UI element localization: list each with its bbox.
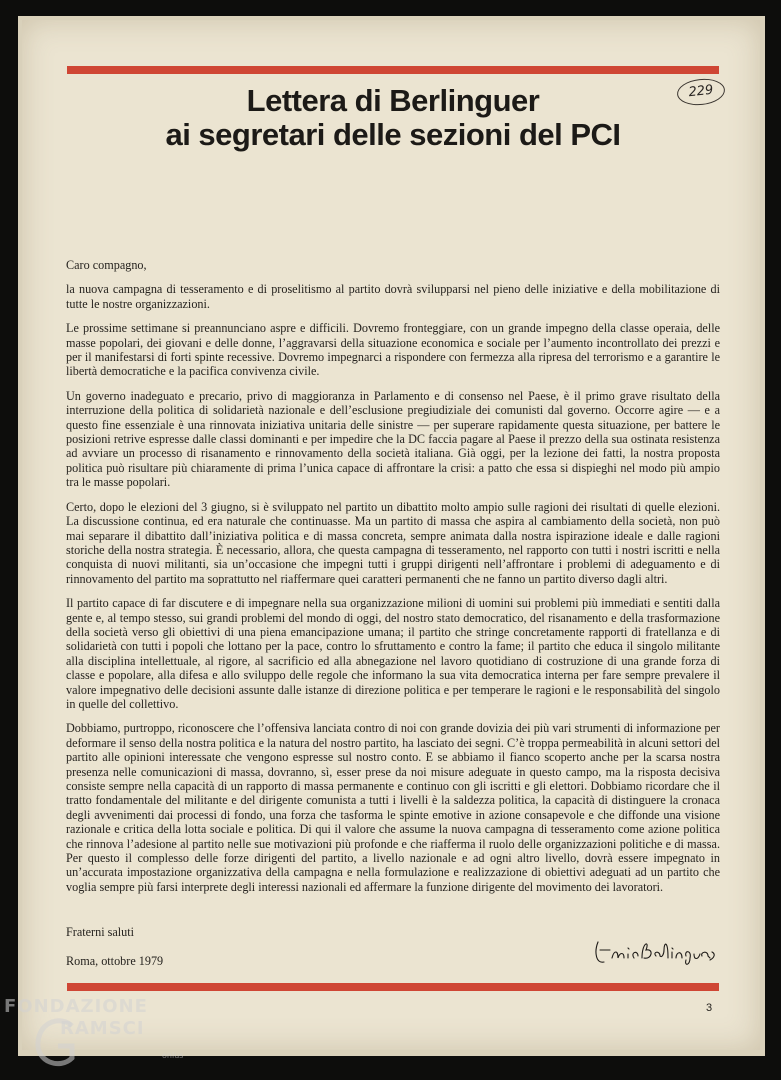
- paragraph: Il partito capace di far discutere e di impegnare nella sua organizzazione milioni di uomini sui problemi più immediati e sentiti dalla gente e, al tempo stesso, sui grandi problemi del mondo di oggi, del nostro stato democratico, del risanamento e della trasformazione della società verso gli obiettivi di una piena emancipazione umana; il partito che stringe concretamente rapporti di fratellanza e di solidarietà con tutti i popoli che lottano per la pace, contro lo sfruttamento e contro la fame; il partito che educa il singolo militante alla disciplina intellettuale, al rigore, al sacrificio ed alla abnegazione nel lavoro quotidiano di costruzione di una grande forza di classe e popolare, alla difesa e allo sviluppo delle regole che informano la sua vita democratica interna per fare sempre prevalere il valore impegnativo delle decisioni assunte dalle istanze di direzione politica e per temperare le ragioni e le responsabilità del singolo in quelle del collettivo.: [66, 596, 720, 711]
- archive-number-stamp: 229: [676, 77, 726, 108]
- paragraph: Dobbiamo, purtroppo, riconoscere che l’offensiva lanciata contro di noi con grande dovizia dei più vari strumenti di informazione per deformare il senso della nostra politica e la natura del nostro partito, ha lasciato dei segni. C’è troppa permeabilità in alcuni settori del partito alle opinioni interessate che vengono espresse sul nostro conto. E se abbiamo il fianco scoperto anche per la scarsa nostra presenza nelle comunicazioni di massa, dovranno, sì, esser prese da noi misure adeguate in questo campo, ma la risposta decisiva consiste sempre nella capacità di un rapporto di massa permanente e continuo con gli iscritti e gli elettori. Dobbiamo ricordare che il tratto fondamentale del militante e del dirigente comunista a tutti i livelli è la saldezza politica, la capacità di distinguere la cronaca degli avvenimenti dai processi di fondo, una forza che tasforma le spinte emotive in azione consapevole e che diffonde una visione razionale e critica della lotta sociale e politica. Di qui il valore che assume la nuova campagna di tesseramento come azione politica che rinnova l’adesione al partito nelle sue motivazioni più profonde e che riafferma il ruolo delle organizzazioni politiche e di massa. Per questo il complesso delle forze dirigenti del partito, a livello nazionale e ad ogni altro livello, dovrà essere impegnato in un’accurata impostazione organizzativa della campagna e nella formulazione e realizzazione di obiettivi adeguati ad un partito che voglia sempre più farsi interprete degli interessi nazionali ed affermare la funzione dirigente del movimento dei lavoratori.: [66, 721, 720, 894]
- top-red-rule: [67, 66, 719, 74]
- watermark-line-1: FONDAZIONE: [4, 996, 148, 1017]
- salutation: Caro compagno,: [66, 258, 147, 272]
- signature: [590, 932, 720, 972]
- paragraph: la nuova campagna di tesseramento e di proselitismo al partito dovrà svilupparsi nel pieno delle iniziative e della mobilitazione di tutte le nostre organizzazioni.: [66, 282, 720, 311]
- watermark-line-3: onlus: [162, 1051, 184, 1060]
- title-line-2: ai segretari delle sezioni del PCI: [165, 117, 621, 152]
- letter-body: [66, 258, 720, 904]
- bottom-red-rule: [67, 983, 719, 991]
- closing-greeting: Fraterni saluti: [66, 925, 135, 939]
- paragraph: Le prossime settimane si preannunciano aspre e difficili. Dovremo fronteggiare, con un grande impegno della classe operaia, delle masse popolari, dei giovani e delle donne, l’aggravarsi della situazione economica e sociale per l’aumento incontrollato dei prezzi e per il manifestarsi di forti spinte recessive. Dovremo impegnarci a rispondere con fermezza alla ripresa del terrorismo e a garantire le libertà democratiche e la pacifica convivenza civile.: [66, 321, 720, 379]
- document-title: [67, 84, 719, 152]
- page-number: 3: [706, 1002, 713, 1014]
- place-date: Roma, ottobre 1979: [66, 954, 164, 968]
- watermark-logo: [4, 996, 204, 1076]
- watermark-line-2: RAMSCI: [60, 1018, 145, 1039]
- paragraph: Un governo inadeguato e precario, privo di maggioranza in Parlamento e di consenso nel Paese, è il primo grave risultato della interruzione della politica di solidarietà nazionale e dell’esclusione pregiudiziale dei comunisti dal governo. Occorre agire — e a questo fine essenziale è una rinnovata iniziativa unitaria delle sinistre — per superare rapidamente questa situazione, per battere le posizioni retrive espresse dalle classi dominanti e per impedire che la DC faccia pagare al Paese il prezzo della sua ostinata resistenza ad avviare un processo di risanamento e rinnovamento della società italiana. Già oggi, per la lezione dei fatti, la nostra proposta politica può risultare più chiaramente di prima l’unica capace di affrontare la crisi: a patto che essa si dispieghi nel modo più ampio tra le masse popolari.: [66, 388, 720, 490]
- title-line-1: Lettera di Berlinguer: [246, 83, 540, 118]
- paragraph: Certo, dopo le elezioni del 3 giugno, si è sviluppato nel partito un dibattito molto ampio sulle ragioni dei risultati di quelle elezioni. La discussione continua, ed era naturale che continuasse. Ma un partito di massa che aspira al cambiamento della società, non può mai separare il dibattito dall’iniziativa politica e di massa concreta, sempre animata dalla nostra ispirazione ideale e dalle ragioni storiche della nostra strategia. È necessario, allora, che questa campagna di tesseramento, nel rapporto con tutti i nostri iscritti e nella conquista di nuovi militanti, sia un’occasione che impegni tutti i gruppi dirigenti nell’affrontare i problemi di adeguamento e di rinnovamento del partito ma soprattutto nel riaffermare quei caratteri permanenti che ne fanno un partito diverso dagli altri.: [66, 499, 720, 586]
